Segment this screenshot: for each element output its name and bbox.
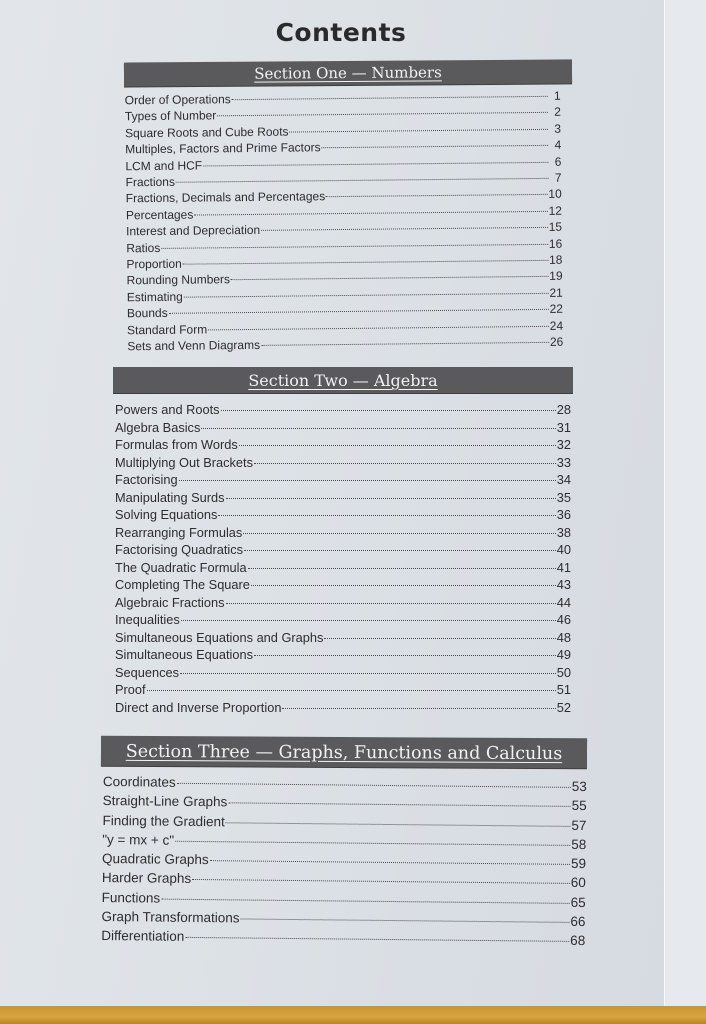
toc-entry-title: Direct and Inverse Proportion (115, 699, 282, 715)
toc-entry-page-number: 44 (556, 594, 571, 610)
toc-entry-title: Completing The Square (115, 577, 250, 592)
toc-entry-title: Simultaneous Equations and Graphs (115, 629, 324, 645)
toc-entry (115, 436, 571, 454)
toc-entry-title: Multiplying Out Brackets (115, 454, 253, 470)
toc-entry (115, 629, 571, 647)
dot-leader (231, 276, 548, 280)
dot-leader (201, 428, 555, 429)
toc-entry-title: Multiples, Factors and Prime Factors (125, 140, 321, 157)
dot-leader (161, 244, 548, 249)
toc-entry-title: Rearranging Formulas (115, 524, 243, 540)
dot-leader (226, 498, 556, 499)
toc-entry-title: Solving Equations (115, 507, 218, 522)
toc-entry-page-number: 16 (548, 236, 563, 251)
dot-leader (282, 708, 555, 709)
page-title: Contents (275, 18, 407, 47)
section-heading-text: Section Two — Algebra (248, 371, 438, 390)
toc-entry (115, 594, 571, 612)
toc-entry (115, 489, 571, 507)
toc-entry-page-number: 60 (570, 875, 586, 891)
toc-entry-page-number: 12 (548, 203, 562, 218)
toc-entry (115, 611, 571, 629)
dot-leader (228, 803, 570, 808)
toc-entry-page-number: 43 (556, 577, 571, 592)
toc-entry (115, 559, 571, 577)
dot-leader (218, 515, 555, 516)
adjacent-page-edge (664, 0, 706, 1010)
toc-entry-page-number: 55 (571, 798, 587, 814)
toc-entry-title: Quadratic Graphs (102, 851, 209, 868)
toc-entry-page-number: 66 (570, 913, 586, 930)
toc-entry-title: The Quadratic Formula (115, 559, 247, 575)
dot-leader (239, 445, 556, 446)
toc-entry-page-number: 46 (556, 612, 571, 627)
toc-entry-page-number: 32 (556, 437, 571, 452)
dot-leader (241, 919, 570, 923)
dot-leader (176, 178, 549, 183)
dot-leader (217, 112, 548, 116)
toc-entry-page-number: 26 (549, 334, 564, 349)
dot-leader (254, 463, 556, 464)
toc-entry (115, 419, 571, 437)
toc-entry (115, 576, 571, 594)
toc-entry-title: Algebra Basics (115, 419, 201, 435)
toc-entry-title: Algebraic Fractions (115, 594, 225, 610)
toc-entry-title: Interest and Depreciation (126, 223, 261, 239)
dot-leader (194, 211, 547, 216)
toc-entry-page-number: 33 (556, 454, 571, 470)
dot-leader (147, 690, 556, 691)
toc-entry-page-number: 58 (571, 836, 587, 852)
toc-entry-title: Square Roots and Cube Roots (124, 124, 289, 141)
toc-entry-page-number: 24 (549, 318, 564, 333)
section-heading-algebra (113, 367, 573, 393)
toc-entry-title: Simultaneous Equations (115, 647, 254, 662)
toc-entry-page-number: 53 (571, 778, 587, 795)
toc-entry-page-number: 21 (549, 285, 563, 300)
toc-entry-title: Fractions (125, 174, 176, 190)
dot-leader (203, 161, 548, 166)
dot-leader (177, 783, 571, 788)
toc-entry-title: Standard Form (127, 322, 208, 337)
toc-entry-page-number: 59 (570, 856, 587, 872)
toc-entry (115, 699, 571, 717)
toc-entry-page-number: 57 (571, 817, 587, 833)
book-cover-edge (0, 1006, 706, 1024)
toc-entry-page-number: 51 (556, 682, 571, 697)
toc-entry-title: Finding the Gradient (102, 812, 225, 829)
toc-entry (115, 664, 571, 682)
dot-leader (244, 550, 556, 551)
section-heading-numbers (124, 59, 572, 86)
dot-leader (185, 937, 569, 942)
dot-leader (324, 638, 555, 639)
toc-entry-title: Straight-Line Graphs (102, 793, 228, 810)
toc-entry-title: Graph Transformations (101, 909, 240, 926)
toc-entry (115, 524, 571, 542)
dot-leader (322, 145, 549, 148)
dot-leader (180, 673, 556, 674)
toc-entry-title: Sequences (115, 664, 180, 680)
toc-entry-page-number: 28 (556, 402, 571, 417)
dot-leader (175, 841, 570, 846)
dot-leader (261, 342, 549, 346)
toc-entry-page-number: 36 (556, 507, 571, 522)
toc-entry-title: Coordinates (102, 773, 176, 790)
toc-entry-title: Factorising Quadratics (115, 542, 244, 557)
dot-leader (254, 655, 556, 656)
toc-entry-page-number: 35 (556, 489, 571, 505)
dot-leader (183, 260, 548, 265)
toc-entry (115, 471, 571, 489)
toc-entry-page-number: 50 (556, 664, 571, 680)
dot-leader (179, 480, 556, 481)
toc-entry-page-number: 38 (556, 524, 571, 540)
toc-entry-page-number: 68 (570, 933, 586, 949)
toc-entry-page-number: 65 (570, 894, 586, 910)
toc-entry-title: Proof (115, 682, 146, 697)
toc-entry-title: LCM and HCF (125, 158, 203, 173)
dot-leader (161, 898, 569, 903)
toc-entry (115, 681, 571, 699)
toc-entry-title: Formulas from Words (115, 437, 238, 452)
toc-entry-page-number: 18 (548, 252, 563, 267)
toc-entry-title: Differentiation (101, 928, 185, 945)
dot-leader (251, 585, 556, 586)
toc-entry-title: Estimating (126, 289, 183, 305)
toc-entry-page-number: 4 (554, 137, 562, 153)
toc-entry-page-number: 22 (549, 301, 564, 317)
toc-entry (115, 646, 571, 664)
dot-leader (261, 227, 548, 231)
toc-entry (115, 541, 571, 559)
toc-entry-page-number: 41 (556, 559, 571, 575)
toc-entry-title: Powers and Roots (115, 402, 220, 417)
dot-leader (326, 194, 547, 197)
dot-leader (184, 293, 549, 298)
dot-leader (243, 533, 555, 534)
dot-leader (226, 822, 571, 827)
dot-leader (221, 410, 556, 411)
toc-entry-page-number: 15 (548, 219, 563, 235)
toc-entry-page-number: 48 (556, 629, 571, 645)
dot-leader (289, 129, 548, 133)
section-heading-text: Section One — Numbers (254, 63, 442, 83)
toc-entry-title: "y = mx + c" (102, 831, 175, 848)
toc-entry-title: Fractions, Decimals and Percentages (125, 189, 326, 206)
dot-leader (210, 860, 570, 865)
toc-entry-title: Proportion (126, 256, 182, 272)
toc-entry-title: Functions (101, 889, 161, 906)
toc-entry-title: Manipulating Surds (115, 489, 225, 505)
toc-entry-page-number: 3 (554, 121, 562, 136)
toc-entry-title: Inequalities (115, 612, 180, 627)
dot-leader (232, 96, 548, 100)
toc-list-numbers (125, 88, 564, 355)
dot-leader (248, 568, 556, 569)
toc-entry-title: Percentages (125, 207, 194, 223)
toc-entry (115, 401, 571, 419)
toc-entry-page-number: 40 (556, 542, 571, 557)
toc-entry-title: Order of Operations (124, 92, 231, 108)
toc-entry-page-number: 6 (554, 154, 562, 169)
toc-entry-title: Ratios (126, 240, 161, 255)
toc-entry-page-number: 2 (554, 105, 561, 120)
toc-list-graphs (101, 772, 587, 951)
dot-leader (181, 620, 556, 621)
toc-entry-title: Sets and Venn Diagrams (127, 337, 261, 354)
toc-entry-title: Harder Graphs (101, 870, 192, 887)
toc-entry (115, 454, 571, 472)
toc-entry-page-number: 49 (556, 647, 571, 662)
toc-entry (115, 506, 571, 524)
dot-leader (226, 603, 556, 604)
section-heading-graphs (101, 736, 587, 769)
toc-entry-page-number: 7 (554, 170, 562, 185)
toc-entry-title: Factorising (115, 472, 178, 487)
toc-entry-page-number: 31 (556, 419, 571, 435)
dot-leader (208, 326, 549, 331)
toc-entry-page-number: 10 (548, 187, 562, 202)
toc-entry-page-number: 52 (556, 699, 571, 715)
toc-list-algebra (115, 401, 571, 716)
toc-entry-title: Types of Number (124, 108, 217, 124)
toc-entry-title: Bounds (126, 306, 168, 321)
section-heading-text: Section Three — Graphs, Functions and Calculus (125, 741, 563, 765)
dot-leader (192, 879, 570, 884)
toc-entry-page-number: 34 (556, 472, 571, 487)
toc-entry-title: Rounding Numbers (126, 272, 231, 288)
toc-entry-page-number: 19 (549, 269, 563, 284)
toc-entry-page-number: 1 (553, 88, 561, 103)
dot-leader (169, 309, 549, 314)
